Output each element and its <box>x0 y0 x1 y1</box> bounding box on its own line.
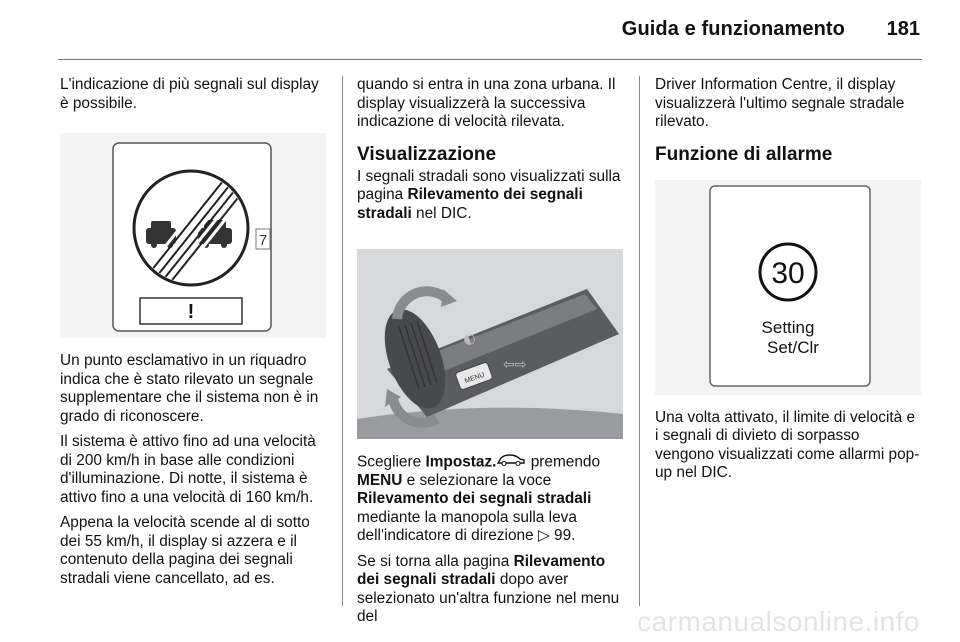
section-title: Guida e funzionamento <box>621 18 845 40</box>
column-2 <box>357 76 623 634</box>
menu-item-name: Rilevamento dei segnali stradali <box>357 186 583 222</box>
display-line-2: Set/Clr <box>767 337 819 357</box>
column-divider <box>639 76 640 606</box>
menu-button-label: MENU <box>463 371 486 386</box>
dic-display-figure <box>655 180 921 395</box>
page-reference-icon: ▷ <box>537 527 555 545</box>
paragraph: Una volta attivato, il limite di velocità e i segnali di divieto di sorpasso vengono visualizzati come allarmi pop-up nel DIC. <box>655 408 920 481</box>
paragraph: L'indicazione di più segnali sul display è possibile. <box>60 76 319 112</box>
display-illustration <box>655 180 921 395</box>
paragraph: I segnali stradali sono visualizzati sulla pagina Rilevamento dei segnali stradali nel DIC. <box>357 167 621 222</box>
header-rule <box>58 59 922 60</box>
sign-side-number: 7 <box>258 232 268 249</box>
column-divider <box>342 76 343 606</box>
stalk-illustration <box>357 249 623 439</box>
exclamation-mark: ! <box>187 301 195 323</box>
page-header <box>0 0 960 62</box>
section-heading: Funzione di allarme <box>655 143 833 165</box>
paragraph: Se si torna alla pagina Rilevamento dei segnali stradali dopo aver selezionato un'altra funzione nel menu del <box>357 552 620 626</box>
end-no-overtaking-sign-figure <box>60 133 326 338</box>
turn-signal-stalk-figure <box>357 249 623 439</box>
column-3 <box>655 76 921 490</box>
watermark: carmanualsonline.info <box>637 606 920 637</box>
section-heading: Visualizzazione <box>357 143 497 165</box>
sign-illustration <box>60 133 326 338</box>
paragraph: Scegliere Impostaz. premendo MENU e selezionare la voce Rilevamento dei segnali stradali mediante la manopola sulla leva dell'indicatore di direzione ▷ 99. <box>357 453 601 545</box>
column-1 <box>60 76 326 595</box>
car-icon <box>496 453 526 472</box>
light-icon: ◐ <box>460 329 478 349</box>
paragraph: Un punto esclamativo in un riquadro indica che è stato rilevato un segnale supplementare che il sistema non è in grado di riconoscere. <box>60 352 319 425</box>
display-line-1: Setting <box>761 317 815 337</box>
paragraph: Il sistema è attivo fino ad una velocità di 200 km/h in base alle condizioni d'illuminazione. Di notte, il sistema è attivo fino a una velocità di 160 km/h. <box>60 433 316 506</box>
page-number: 181 <box>886 18 920 40</box>
arrow-icon: ⇦⇨ <box>503 357 527 373</box>
paragraph: quando si entra in una zona urbana. Il display visualizzerà la successiva indicazione di velocità rilevata. <box>357 76 616 130</box>
speed-limit-value: 30 <box>771 256 805 290</box>
paragraph: Driver Information Centre, il display visualizzerà l'ultimo segnale stradale rilevato. <box>655 76 905 130</box>
paragraph: Appena la velocità scende al di sotto dei 55 km/h, il display si azzera e il contenuto della pagina dei segnali stradali viene cancellato, ad es. <box>60 514 310 587</box>
